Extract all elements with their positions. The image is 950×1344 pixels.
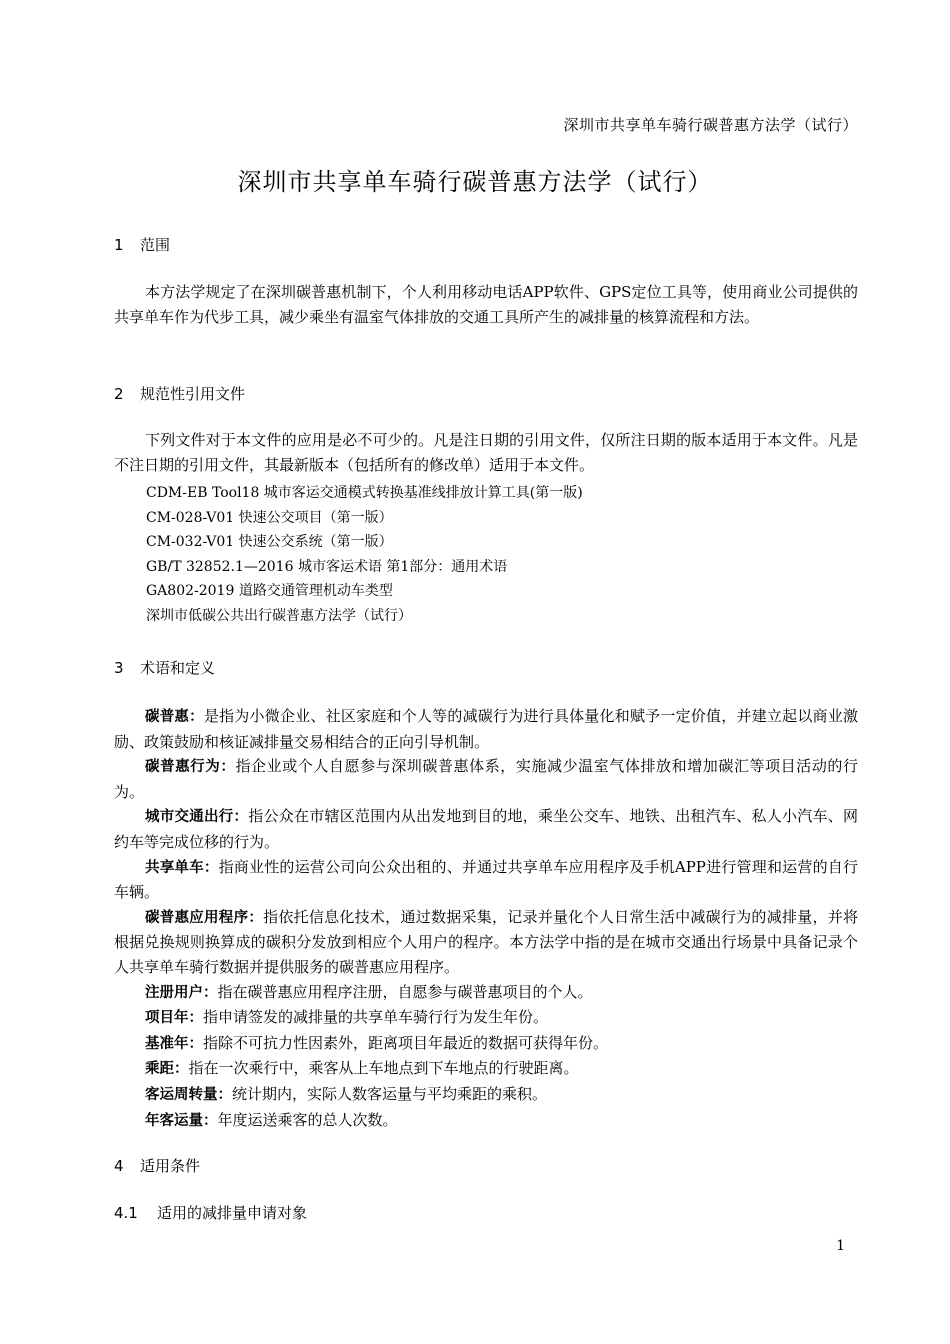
section-heading-text: 适用条件 (140, 1157, 201, 1175)
section-number: 2 (114, 385, 124, 403)
definition-text: 指商业性的运营公司向公众出租的、并通过共享单车应用程序及手机APP进行管理和运营的自行车辆。 (114, 857, 859, 902)
section-1-paragraph: 本方法学规定了在深圳碳普惠机制下，个人利用移动电话APP软件、GPS定位工具等，使用商业公司提供的共享单车作为代步工具，减少乘坐有温室气体排放的交通工具所产生的减排量的核算流程和方法。 (114, 283, 858, 326)
reference-item: GA802-2019 道路交通管理机动车类型 (146, 583, 393, 600)
section-3-heading (114, 657, 215, 678)
section-heading-text: 术语和定义 (140, 659, 216, 677)
definition-text: 指公众在市辖区范围内从出发地到目的地，乘坐公交车、地铁、出租汽车、私人小汽车、网约车等完成位移的行为。 (114, 807, 858, 851)
definition-item (114, 980, 858, 1006)
section-number: 4.1 (114, 1204, 138, 1222)
reference-item: CM-028-V01 快速公交项目（第一版） (146, 509, 393, 526)
definition-term: 碳普惠： (145, 709, 204, 725)
section-heading-text: 适用的减排量申请对象 (157, 1204, 308, 1222)
reference-item: CDM-EB Tool18 城市客运交通模式转换基准线排放计算工具(第一版) (146, 485, 583, 501)
definition-text: 指在一次乘行中，乘客从上车地点到下车地点的行驶距离。 (188, 1059, 579, 1078)
definition-item (114, 855, 858, 905)
definition-text: 指除不可抗力性因素外，距离项目年最近的数据可获得年份。 (203, 1033, 609, 1052)
reference-item: GB/T 32852.1—2016 城市客运术语 第1部分：通用术语 (146, 558, 508, 575)
page-number: 1 (836, 1238, 845, 1254)
document-title: 深圳市共享单车骑行碳普惠方法学（试行） (237, 168, 713, 196)
definition-term: 项目年： (145, 1010, 203, 1027)
definition-term: 碳普惠应用程序： (145, 909, 264, 926)
section-heading-text: 规范性引用文件 (140, 385, 246, 403)
section-heading-text: 范围 (140, 236, 171, 254)
reference-list (146, 481, 583, 629)
reference-item: CM-032-V01 快速公交系统（第一版） (146, 534, 393, 551)
section-number: 3 (114, 659, 124, 677)
definition-item (114, 905, 858, 980)
definition-text: 指在碳普惠应用程序注册，自愿参与碳普惠项目的个人。 (217, 982, 593, 1001)
definition-item (114, 754, 858, 804)
definition-item (114, 1005, 858, 1031)
definition-term: 年客运量： (145, 1112, 218, 1129)
definition-text: 是指为小微企业、社区家庭和个人等的减碳行为进行具体量化和赋予一定价值，并建立起以商业激励、政策鼓励和核证减排量交易相结合的正向引导机制。 (114, 707, 858, 751)
definition-term: 城市交通出行： (145, 809, 249, 826)
section-4-1-heading (114, 1202, 307, 1223)
definition-text: 指依托信息化技术，通过数据采集，记录并量化个人日常生活中减碳行为的减排量，并将根据兑换规则换算成的碳积分发放到相应个人用户的程序。本方法学中指的是在城市交通出行场景中具备记录个人共享单车骑行数据并提供服务的碳普惠应用程序。 (114, 907, 858, 976)
definition-term: 基准年： (145, 1035, 203, 1052)
definition-item (114, 804, 858, 854)
section-2-heading (114, 383, 245, 404)
definition-term: 乘距： (145, 1061, 189, 1078)
section-2-paragraph: 下列文件对于本文件的应用是必不可少的。凡是注日期的引用文件，仅所注日期的版本适用于本文件。凡是不注日期的引用文件，其最新版本（包括所有的修改单）适用于本文件。 (114, 431, 858, 474)
definition-text: 指申请签发的减排量的共享单车骑行行为发生年份。 (203, 1008, 549, 1027)
definition-term: 碳普惠行为： (145, 759, 236, 776)
definition-term: 客运周转量： (145, 1086, 232, 1103)
definition-item (114, 1031, 858, 1057)
section-number: 4 (114, 1157, 124, 1175)
section-1-heading (114, 234, 170, 255)
reference-item: 深圳市低碳公共出行碳普惠方法学（试行） (146, 607, 412, 624)
definition-term: 共享单车： (145, 859, 219, 876)
definition-item (114, 1108, 858, 1134)
definition-text: 指企业或个人自愿参与深圳碳普惠体系，实施减少温室气体排放和增加碳汇等项目活动的行为。 (114, 757, 858, 801)
definition-item (114, 704, 858, 754)
definition-text: 年度运送乘客的总人次数。 (217, 1110, 398, 1129)
definition-term: 注册用户： (145, 984, 218, 1001)
section-number: 1 (114, 236, 124, 254)
definition-item (114, 1056, 858, 1082)
definition-text: 统计期内，实际人数客运量与平均乘距的乘积。 (232, 1084, 548, 1103)
running-header: 深圳市共享单车骑行碳普惠方法学（试行） (563, 116, 858, 134)
section-4-heading (114, 1155, 200, 1176)
definitions-list (114, 704, 858, 1133)
definition-item (114, 1082, 858, 1108)
